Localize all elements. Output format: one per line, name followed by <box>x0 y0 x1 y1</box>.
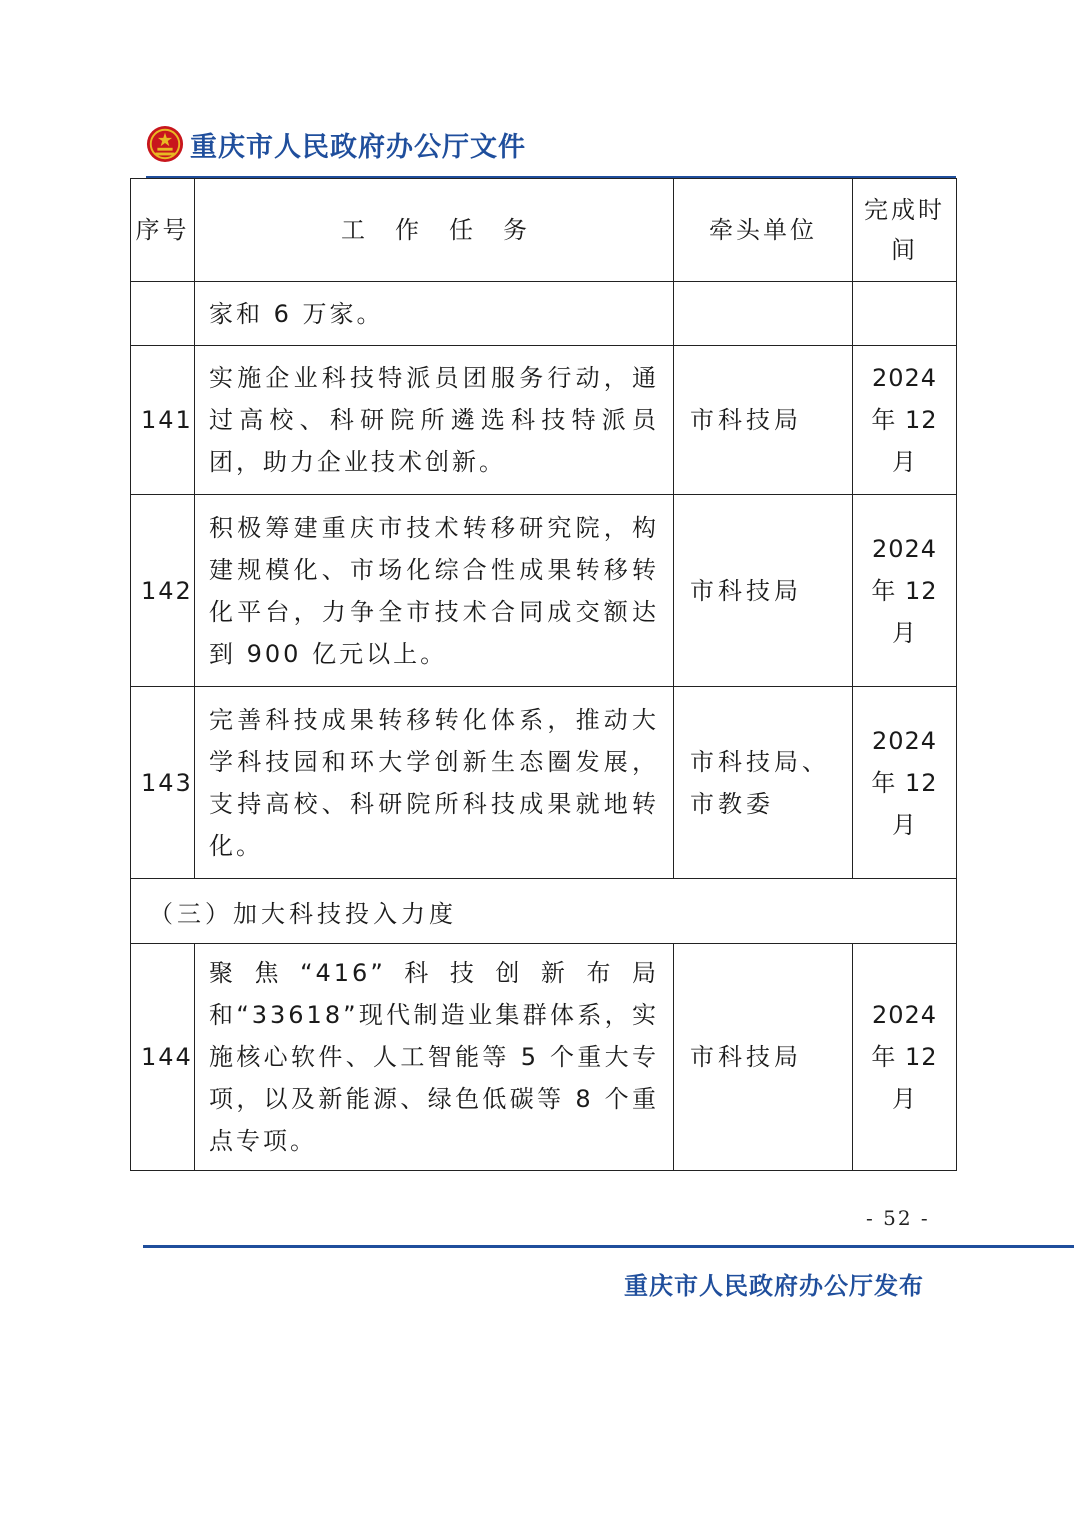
table-row <box>131 346 957 495</box>
cell-unit: 市科技局 <box>674 495 853 687</box>
column-header-task: 工作任务 <box>195 179 674 282</box>
cell-task: 家和 6 万家。 <box>195 282 674 346</box>
task-table <box>130 178 957 1171</box>
cell-time: 2024 年 12 月 <box>853 346 957 495</box>
cell-no: 142 <box>131 495 195 687</box>
cell-time: 2024 年 12 月 <box>853 687 957 879</box>
table-header-row <box>131 179 957 282</box>
cell-time: 2024 年 12 月 <box>853 944 957 1171</box>
table-row <box>131 944 957 1171</box>
cell-unit <box>674 282 853 346</box>
table-row <box>131 282 957 346</box>
cell-unit: 市科技局、市教委 <box>674 687 853 879</box>
cell-time <box>853 282 957 346</box>
section-heading: （三）加大科技投入力度 <box>131 879 957 944</box>
page-number: - 52 - <box>866 1206 930 1230</box>
table-row <box>131 495 957 687</box>
national-emblem-icon <box>146 125 184 163</box>
cell-unit: 市科技局 <box>674 346 853 495</box>
cell-unit: 市科技局 <box>674 944 853 1171</box>
cell-task: 实施企业科技特派员团服务行动，通过高校、科研院所遴选科技特派员团，助力企业技术创新。 <box>195 346 674 495</box>
document-header <box>146 122 526 166</box>
column-header-no: 序号 <box>131 179 195 282</box>
column-header-time: 完成时间 <box>853 179 957 282</box>
footer-publisher: 重庆市人民政府办公厅发布 <box>624 1271 924 1300</box>
table-row <box>131 687 957 879</box>
cell-time: 2024 年 12 月 <box>853 495 957 687</box>
cell-no: 144 <box>131 944 195 1171</box>
section-row <box>131 879 957 944</box>
cell-task: 完善科技成果转移转化体系，推动大学科技园和环大学创新生态圈发展，支持高校、科研院所科技成果就地转化。 <box>195 687 674 879</box>
cell-task: 积极筹建重庆市技术转移研究院，构建规模化、市场化综合性成果转移转化平台，力争全市技术合同成交额达到 900 亿元以上。 <box>195 495 674 687</box>
cell-task: 聚焦“416”科技创新布局和“33618”现代制造业集群体系，实施核心软件、人工智能等 5 个重大专项，以及新能源、绿色低碳等 8 个重点专项。 <box>195 944 674 1171</box>
column-header-unit: 牵头单位 <box>674 179 853 282</box>
cell-no: 141 <box>131 346 195 495</box>
header-title: 重庆市人民政府办公厅文件 <box>190 131 526 163</box>
cell-no: 143 <box>131 687 195 879</box>
footer-divider <box>143 1245 1074 1248</box>
cell-no <box>131 282 195 346</box>
